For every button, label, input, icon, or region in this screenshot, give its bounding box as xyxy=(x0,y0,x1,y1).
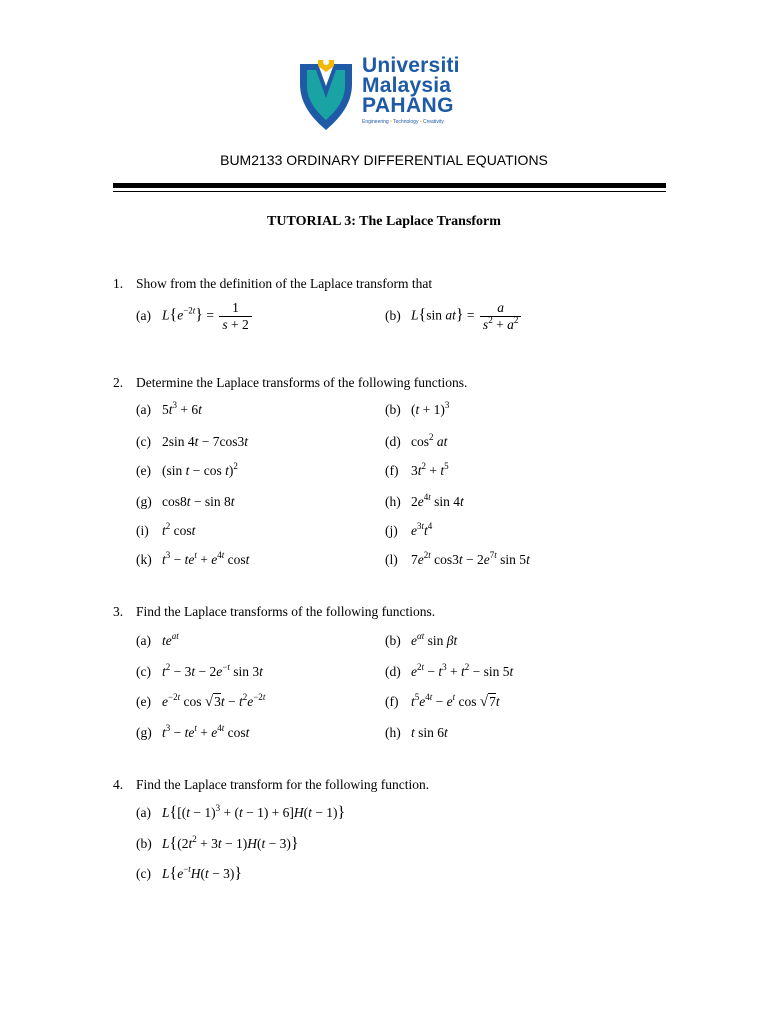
q3-item-c: (c) $t^2 - 3t - 2e^{-t}$ sin 3t xyxy=(136,662,263,679)
tutorial-title: TUTORIAL 3: The Laplace Transform xyxy=(267,214,501,229)
q3-item-e: (e) $e^{-2t}$ $\cos √3t - t^2e^{-2t}$ xyxy=(136,692,266,710)
question-number: 4. xyxy=(113,777,124,792)
logo-line-pahang: PAHANG xyxy=(362,94,454,117)
question-text: Determine the Laplace transforms of the following functions. xyxy=(136,375,468,390)
q3-item-a: (a) $te^{at}$ xyxy=(136,631,179,648)
q3-item-h: (h) t sin 6t xyxy=(385,725,448,740)
q2-item-e: (e) (sin t − cos t)$^2$ xyxy=(136,461,238,478)
question-number: 3. xyxy=(113,604,124,619)
q4-item-b: (b) $L\{(2t^2 + 3t - 1)H(t - 3)\}$ xyxy=(136,834,299,852)
q2-item-a: (a) $5t^3 + 6t$ xyxy=(136,400,202,417)
q2-item-d: (d) $\cos^2$ at xyxy=(385,432,448,449)
tagline-engineering: Engineering xyxy=(362,119,389,125)
q2-item-b: (b) $(t + 1)^3$ xyxy=(385,400,450,417)
logo-line-universiti: Universiti xyxy=(362,54,460,77)
q1-item-b: (b) L{sin at} = $\frac{a}{s^2 + a^2}$ xyxy=(385,300,523,333)
q4-item-c: (c) $L\{e^{-t}H(t - 3)\}$ xyxy=(136,864,243,882)
q4-item-a: (a) $L\{[(t - 1)^3 + (t - 1) + 6]H(t - 1)\}$ xyxy=(136,803,346,821)
q2-item-h: (h) $2e^{4t}$ sin 4t xyxy=(385,492,464,509)
university-shield-icon xyxy=(298,56,354,132)
header-rule-thick xyxy=(113,183,666,188)
tagline-creativity: Creativity xyxy=(423,119,444,125)
question-text: Show from the definition of the Laplace transform that xyxy=(136,276,433,291)
q2-item-j: (j) $e^{3t}t^4$ xyxy=(385,521,433,538)
q1-item-a: (a) $L\{e^{-2t}\}$ = $\frac{1}{s + 2}$ xyxy=(136,300,254,333)
tagline-technology: Technology xyxy=(393,119,419,125)
header-rule-thin xyxy=(113,191,666,192)
question-text: Find the Laplace transforms of the following functions. xyxy=(136,604,436,619)
q3-item-b: (b) $e^{\alpha t}$ sin βt xyxy=(385,631,458,648)
q2-item-g: (g) cos8t − sin 8t xyxy=(136,494,235,509)
question-text: Find the Laplace transform for the following function. xyxy=(136,777,430,792)
q2-item-i: (i) $t^2$ cost xyxy=(136,521,196,538)
course-title: BUM2133 ORDINARY DIFFERENTIAL EQUATIONS xyxy=(220,152,548,168)
logo-tagline: Engineering • Technology • Creativity xyxy=(362,119,444,125)
q2-item-c: (c) 2sin 4t − 7cos3t xyxy=(136,434,249,449)
question-number: 2. xyxy=(113,375,124,390)
logo-line-malaysia: Malaysia xyxy=(362,74,452,97)
q3-item-d: (d) $e^{2t} - t^3 + t^2 - \sin 5t$ xyxy=(385,662,514,679)
question-number: 1. xyxy=(113,276,124,291)
q3-item-f: (f) $t^5e^{4t} - e^t$ cos √7t xyxy=(385,692,500,710)
university-logo xyxy=(298,56,478,132)
q3-item-g: (g) $t^3 - te^t + e^{4t}$ cost xyxy=(136,723,250,740)
q2-item-f: (f) $3t^2 + t^5$ xyxy=(385,461,449,478)
q2-item-k: (k) $t^3 - te^t + e^{4t}$ cost xyxy=(136,550,250,567)
q2-item-l: (l) $7e^{2t}$ $\cos 3t - 2e^{7t}$ sin 5t xyxy=(385,550,530,567)
